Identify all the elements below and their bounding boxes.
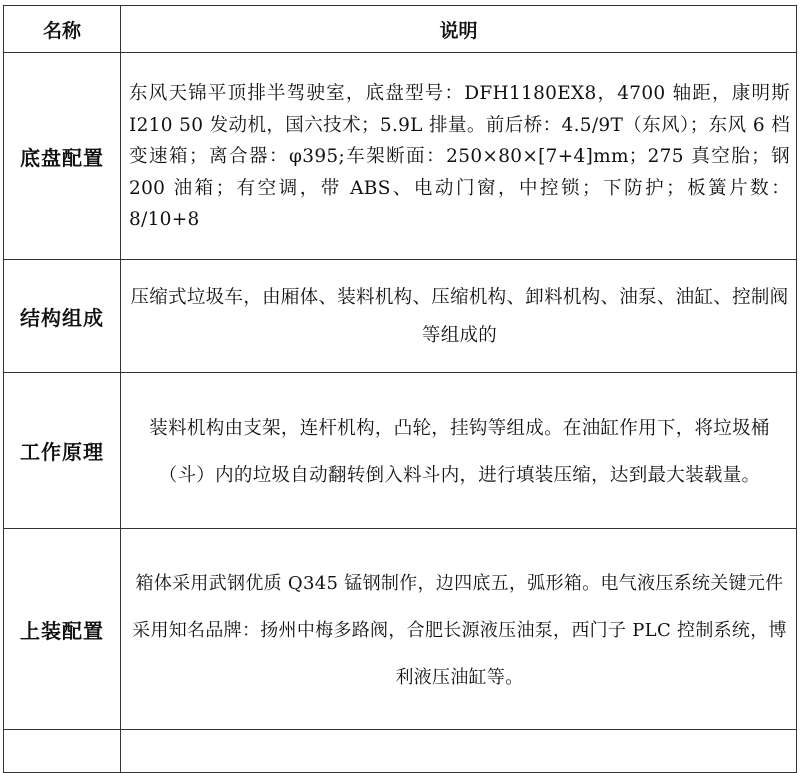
table-header-row <box>4 6 797 53</box>
spec-table <box>3 5 797 773</box>
row-name-chassis: 底盘配置 <box>4 53 121 260</box>
row-desc-principle: 装料机构由支架，连杆机构，凸轮，挂钩等组成。在油缸作用下，将垃圾桶（斗）内的垃圾自动翻转倒入料斗内，进行填装压缩，达到最大装载量。 <box>121 373 797 529</box>
row-desc-upper-body: 箱体采用武钢优质 Q345 锰钢制作，边四底五，弧形箱。电气液压系统关键元件采用知名品牌：扬州中梅多路阀，合肥长源液压油泵，西门子 PLC 控制系统，博利液压油缸等。 <box>121 529 797 730</box>
row-name-upper-body: 上装配置 <box>4 529 121 730</box>
table-row <box>4 373 797 529</box>
table-row <box>4 53 797 260</box>
row-desc-empty <box>121 730 797 773</box>
table-row <box>4 529 797 730</box>
table-row <box>4 730 797 773</box>
row-name-empty <box>4 730 121 773</box>
table-row <box>4 260 797 373</box>
header-description: 说明 <box>121 6 797 53</box>
row-desc-chassis: 东风天锦平顶排半驾驶室，底盘型号：DFH1180EX8，4700 轴距，康明斯 I210 50 发动机，国六技术；5.9L 排量。前后桥：4.5/9T（东风）；东风 6 档变速箱；离合器：φ395;车架断面：250×80×[7+4]mm；275 真空胎；钢 200 油箱；有空调，带 ABS、电动门窗，中控锁；下防护；板簧片数：8/10+8 <box>121 53 797 260</box>
header-name: 名称 <box>4 6 121 53</box>
row-name-structure: 结构组成 <box>4 260 121 373</box>
row-desc-structure: 压缩式垃圾车，由厢体、装料机构、压缩机构、卸料机构、油泵、油缸、控制阀等组成的 <box>121 260 797 373</box>
row-name-principle: 工作原理 <box>4 373 121 529</box>
